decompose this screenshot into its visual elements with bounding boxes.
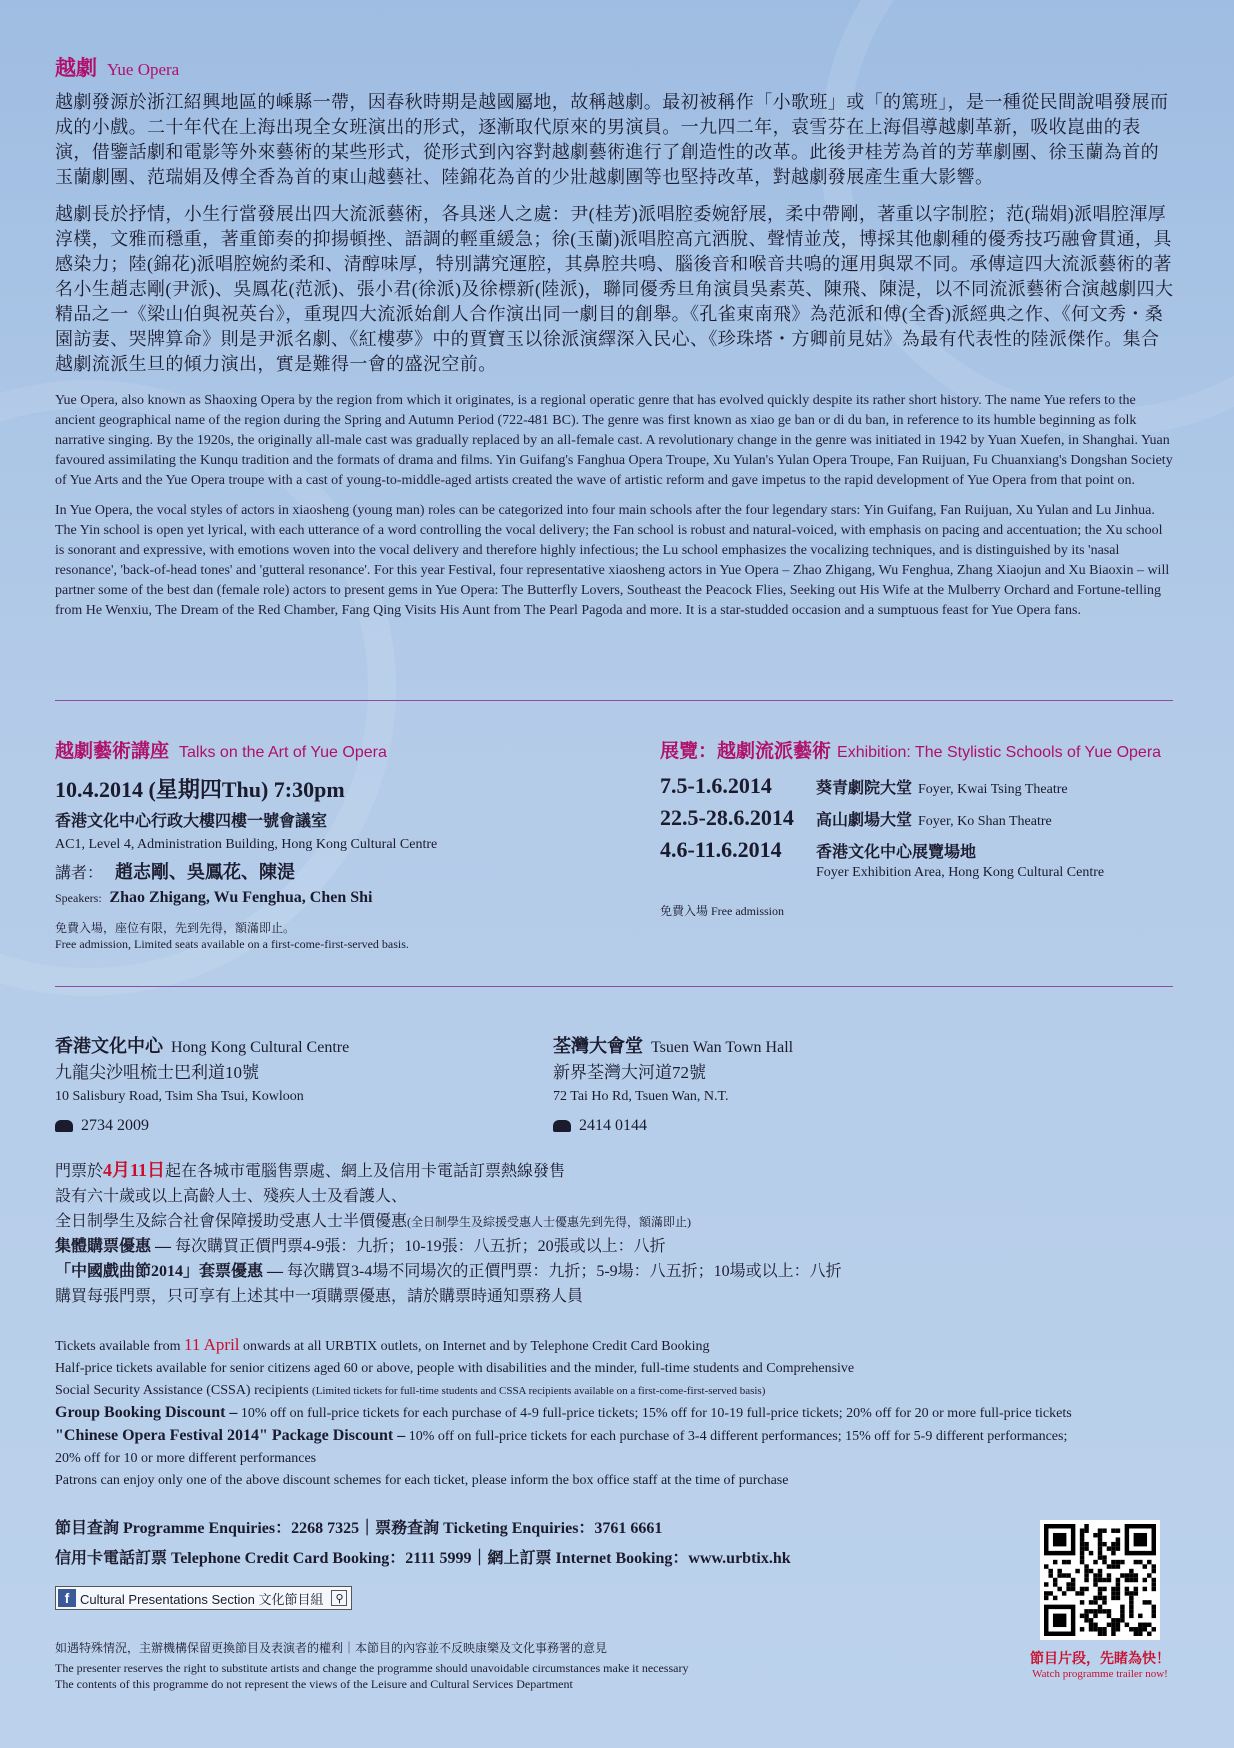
package-discount-zh: 每次購買3-4場不同場次的正價門票：九折；5-9場：八五折；10場或以上：八折: [283, 1263, 842, 1280]
yue-opera-section: [55, 52, 1175, 621]
talks-venue-en: AC1, Level 4, Administration Building, Hong Kong Cultural Centre: [55, 837, 438, 852]
package-discount-en: 10% off on full-price tickets for each purchase of 3-4 different performances; 15% off for 5-9 different performances;: [405, 1429, 1068, 1444]
ticket-zh-line3-note: (全日制學生及綜援受惠人士優惠先到先得，額滿即止): [407, 1215, 692, 1229]
qr-code-icon[interactable]: [1044, 1524, 1156, 1636]
intro-paragraph-en-1: Yue Opera, also known as Shaoxing Opera by the region from which it originates, is a regional operatic genre that has evolved quickly despite its rather short history. The name Yue refers to the ancient geographical name of the region during the Spring and Autumn Period (722-481 BC). The genre was first known as xiao ge ban or di du ban, in reference to its humble beginning as folk narrative singing. By the 1920s, the originally all-male cast was gradually replaced by an all-female cast. A revolutionary change in the genre was initiated in 1942 by Yuan Xuefen, in Shanghai. Yuan favoured assimilating the Kunqu tradition and the formats of drama and films. Yin Guifang's Fanghua Opera Troupe, Xu Yulan's Yulan Opera Troupe, Fan Ruijuan, Fu Chuanxiang's Dongshan Society of Yue Arts and the Yue Opera troupe with a cast of young-to-middle-aged artists created the wave of artistic reform and gave impetus to the rapid development of Yue Opera from that point on.: [55, 393, 1173, 488]
divider: [55, 700, 1173, 701]
venue-address-zh: 九龍尖沙咀梳士巴利道10號: [55, 1063, 259, 1082]
ticket-zh-line1-post: 起在各城市電腦售票處、網上及信用卡電話訂票熱線發售: [165, 1163, 566, 1180]
disclaimer-en-2: The contents of this programme do not represent the views of the Leisure and Cultural Services Department: [55, 1677, 573, 1691]
venue-phone: 2734 2009: [81, 1117, 149, 1134]
disclaimer: [55, 1640, 975, 1692]
ticket-en-line3: Social Security Assistance (CSSA) recipients: [55, 1383, 309, 1398]
ticket-en-line6: Patrons can enjoy only one of the above discount schemes for each ticket, please inform the box office staff at the time of purchase: [55, 1473, 789, 1488]
enquiries: [55, 1514, 1015, 1574]
venue-name-en: Tsuen Wan Town Hall: [651, 1039, 794, 1056]
ticket-zh-line1-pre: 門票於: [55, 1163, 104, 1180]
exhibition-title-en: Exhibition: The Stylistic Schools of Yue Opera: [837, 744, 1162, 761]
speakers-zh: 趙志剛、吳鳳花、陳湜: [115, 862, 296, 882]
venue-name-en: Hong Kong Cultural Centre: [171, 1039, 350, 1056]
talks-venue-zh: 香港文化中心行政大樓四樓一號會議室: [55, 813, 328, 830]
facebook-bar[interactable]: [55, 1586, 352, 1610]
ticket-en-line3-note: (Limited tickets for full-time students and CSSA recipients available on a first-come-first-served basis): [312, 1385, 766, 1397]
enquiries-line2: 信用卡電話訂票 Telephone Credit Card Booking：2111 5999｜網上訂票 Internet Booking：www.urbtix.hk: [55, 1550, 791, 1567]
exhibition-venue-en: Foyer, Ko Shan Theatre: [918, 814, 1052, 829]
phone-icon: [55, 1120, 73, 1132]
exhibition-venue-en: Foyer, Kwai Tsing Theatre: [918, 782, 1068, 797]
exhibition-venue-en-line2: Foyer Exhibition Area, Hong Kong Cultural Centre: [816, 865, 1105, 880]
group-discount-zh: 每次購買正價門票4-9張：九折；10-19張：八五折；20張或以上：八折: [171, 1238, 666, 1255]
section-title-en: Yue Opera: [107, 60, 180, 79]
exhibition-venue-zh: 高山劇場大堂: [816, 812, 913, 829]
venue-block: [553, 1034, 993, 1140]
ticket-en-date: 11 April: [183, 1335, 240, 1354]
exhibition-note: 免費入場 Free admission: [660, 904, 784, 918]
facebook-icon[interactable]: f: [58, 1589, 76, 1607]
exhibition-date: 4.6-11.6.2014: [660, 837, 782, 862]
venue-name-zh: 香港文化中心: [55, 1036, 163, 1056]
talks-date: 10.4.2014 (星期四Thu) 7:30pm: [55, 777, 345, 802]
intro-paragraph-en-2: In Yue Opera, the vocal styles of actors in xiaosheng (young man) roles can be categorized into four main schools after the four legendary stars: Yin Guifang, Fan Ruijuan, Xu Yulan and Lu Jinhua. The Yin school is open yet lyrical, with each utterance of a word controlling the vocal delivery; the Fan school is robust and natural-voiced, with emphasis on pacing and accentuation; the Xu school is sonorant and expressive, with emotions woven into the vocal delivery and therefore highly infectious; the Lu school emphasizes the vocalizing techniques, and is distinguished by its 'nasal resonance', 'back-of-head tones' and 'gutteral resonance'. For this year Festival, four representative xiaosheng actors in Yue Opera – Zhao Zhigang, Wu Fenghua, Zhang Xiaojun and Xu Biaoxin – will partner some of the best dan (female role) actors to present gems in Yue Opera: The Butterfly Lovers, Southeast the Peacock Flies, Seeking out His Wife at the Mulberry Orchard and Fortune-telling from He Wenxiu, The Dream of the Red Chamber, Fang Qing Visits His Aunt from The Pearl Pagoda and more. It is a star-studded occasion and a sumptuous feast for Yue Opera fans.: [55, 503, 1170, 618]
exhibition-section: [660, 736, 1180, 919]
exhibition-row: [660, 805, 1180, 831]
group-discount-zh-label: 集體購票優惠 —: [55, 1238, 172, 1255]
venue-name-zh: 荃灣大會堂: [553, 1036, 643, 1056]
group-discount-en-label: Group Booking Discount –: [55, 1404, 238, 1421]
ticket-zh-line6: 購買每張門票，只可享有上述其中一項購票優惠，請於購票時通知票務人員: [55, 1288, 584, 1305]
qr-caption-en: Watch programme trailer now!: [1032, 1668, 1168, 1680]
facebook-label[interactable]: Cultural Presentations Section 文化節目組: [80, 1591, 324, 1607]
speakers-en: Zhao Zhigang, Wu Fenghua, Chen Shi: [109, 889, 373, 906]
speakers-label-en: Speakers:: [55, 891, 102, 905]
qr-caption-zh: 節目片段，先睹為快！: [1030, 1652, 1170, 1667]
section-title-zh: 越劇: [55, 56, 97, 80]
qr-caption: [1000, 1648, 1200, 1680]
exhibition-title-zh: 展覽：越劇流派藝術: [660, 741, 832, 762]
search-icon[interactable]: ⚲: [331, 1590, 347, 1606]
exhibition-venue-zh: 葵青劇院大堂: [816, 780, 913, 797]
exhibition-date: 7.5-1.6.2014: [660, 773, 772, 798]
package-discount-zh-label: 「中國戲曲節2014」套票優惠 —: [55, 1263, 284, 1280]
venue-address-en: 10 Salisbury Road, Tsim Sha Tsui, Kowloon: [55, 1089, 304, 1104]
talks-title-zh: 越劇藝術講座: [55, 741, 170, 762]
ticketing-en: [55, 1334, 1175, 1492]
venue-address-en: 72 Tai Ho Rd, Tsuen Wan, N.T.: [553, 1089, 729, 1104]
package-discount-en-line2: 20% off for 10 or more different performances: [55, 1451, 317, 1466]
divider: [55, 986, 1173, 987]
talks-note-en: Free admission, Limited seats available on a first-come-first-served basis.: [55, 937, 409, 951]
venue-address-zh: 新界荃灣大河道72號: [553, 1063, 706, 1082]
talks-title-en: Talks on the Art of Yue Opera: [179, 744, 387, 761]
enquiries-line1: 節目查詢 Programme Enquiries：2268 7325｜票務查詢 Ticketing Enquiries：3761 6661: [55, 1520, 663, 1537]
phone-icon: [553, 1120, 571, 1132]
group-discount-en: 10% off on full-price tickets for each purchase of 4-9 full-price tickets; 15% off for 10-19 full-price tickets; 20% off for 20 or more full-price tickets: [237, 1406, 1072, 1421]
ticketing-zh: [55, 1158, 1175, 1309]
intro-paragraph-zh-2: 越劇長於抒情，小生行當發展出四大流派藝術，各具迷人之處：尹(桂芳)派唱腔委婉舒展，柔中帶剛，著重以字制腔；范(瑞娟)派唱腔渾厚淳樸，文雅而穩重，著重節奏的抑揚頓挫、語調的輕重緩急；徐(玉蘭)派唱腔高亢洒脫、聲情並茂，博採其他劇種的優秀技巧融會貫通，具感染力；陸(錦花)派唱腔婉約柔和、清醇味厚，特別講究運腔，其鼻腔共鳴、腦後音和喉音共鳴的運用與眾不同。承傳這四大流派藝術的著名小生趙志剛(尹派)、吳鳳花(范派)、張小君(徐派)及徐標新(陸派)，聯同優秀旦角演員吳素英、陳飛、陳湜，以不同流派藝術合演越劇四大精品之一《梁山伯與祝英台》，重現四大流派始創人合作演出同一劇目的創舉。《孔雀東南飛》為范派和傅(全香)派經典之作、《何文秀・桑園訪妻、哭牌算命》則是尹派名劇、《紅樓夢》中的賈寶玉以徐派演繹深入民心、《珍珠塔・方卿前見姑》為最有代表性的陸派傑作。集合越劇流派生旦的傾力演出，實是難得一會的盛況空前。: [55, 204, 1174, 374]
ticket-zh-date: 4月11日: [103, 1160, 166, 1180]
venue-block: [55, 1034, 495, 1140]
ticket-zh-line2: 設有六十歲或以上高齡人士、殘疾人士及看護人、: [55, 1188, 408, 1205]
package-discount-en-label: "Chinese Opera Festival 2014" Package Discount –: [55, 1427, 406, 1444]
exhibition-venue-zh: 香港文化中心展覽場地: [816, 844, 977, 861]
ticket-zh-line3: 全日制學生及綜合社會保障援助受惠人士半價優惠: [55, 1213, 408, 1230]
speakers-label-zh: 講者：: [55, 865, 104, 882]
exhibition-row: [660, 773, 1180, 799]
exhibition-row: [660, 837, 1180, 863]
disclaimer-zh: 如遇特殊情況，主辦機構保留更換節目及表演者的權利｜本節目的內容並不反映康樂及文化事務署的意見: [55, 1641, 608, 1655]
disclaimer-en-1: The presenter reserves the right to substitute artists and change the programme should unavoidable circumstances make it necessary: [55, 1661, 689, 1675]
qr-code[interactable]: [1040, 1520, 1160, 1640]
talks-section: [55, 736, 615, 952]
talks-note-zh: 免費入場，座位有限，先到先得，額滿即止。: [55, 921, 296, 935]
exhibition-date: 22.5-28.6.2014: [660, 805, 794, 830]
ticket-en-line1-post: onwards at all URBTIX outlets, on Internet and by Telephone Credit Card Booking: [239, 1339, 710, 1354]
ticket-en-line1-pre: Tickets available from: [55, 1339, 184, 1354]
intro-paragraph-zh-1: 越劇發源於浙江紹興地區的嵊縣一帶，因春秋時期是越國屬地，故稱越劇。最初被稱作「小歌班」或「的篤班」，是一種從民間說唱發展而成的小戲。二十年代在上海出現全女班演出的形式，逐漸取代原來的男演員。一九四二年，袁雪芬在上海倡導越劇革新，吸收崑曲的表演，借鑒話劇和電影等外來藝術的某些形式，從形式到內容對越劇藝術進行了創造性的改革。此後尹桂芳為首的芳華劇團、徐玉蘭為首的玉蘭劇團、范瑞娟及傅全香為首的東山越藝社、陸錦花為首的少壯越劇團等也堅持改革，對越劇發展產生重大影響。: [55, 92, 1169, 187]
ticket-en-line2: Half-price tickets available for senior citizens aged 60 or above, people with disabilities and the minder, full-time students and Comprehensive: [55, 1361, 855, 1376]
venue-phone: 2414 0144: [579, 1117, 647, 1134]
